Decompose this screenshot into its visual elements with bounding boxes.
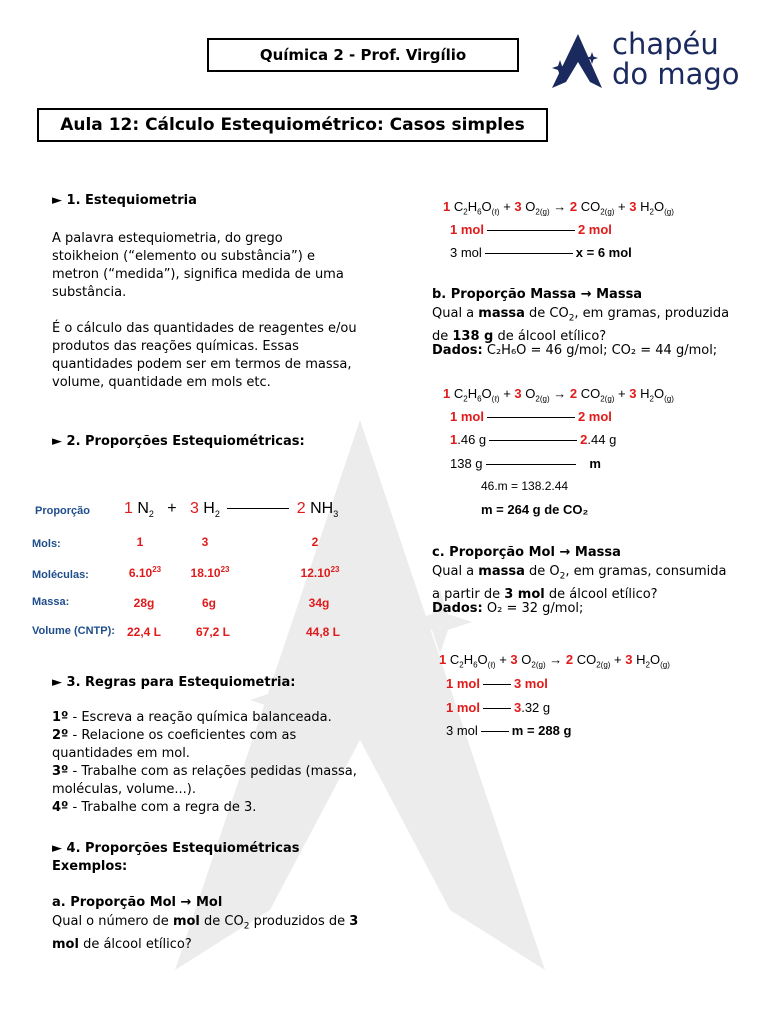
logo-text-line2: do mago xyxy=(612,57,740,91)
rule-item: 3º - Trabalhe com as relações pedidas (massa, moléculas, volume...). xyxy=(52,764,357,797)
section-2-title: ► 2. Proporções Estequiométricas: xyxy=(52,434,305,449)
example-c-data: Dados: O₂ = 32 g/mol; xyxy=(432,601,584,616)
massa-h2: 6g xyxy=(201,596,216,610)
volume-nh3: 44,8 L xyxy=(305,625,341,639)
row-label-proporcao: Proporção xyxy=(35,505,91,517)
example-b-data: Dados: C₂H₆O = 46 g/mol; CO₂ = 44 g/mol; xyxy=(432,343,718,358)
row-label-volume: Volume (CNTP): xyxy=(32,625,115,637)
equation-1-row-2: 3 mol x = 6 mol xyxy=(450,245,632,260)
course-title: Química 2 - Prof. Virgílio xyxy=(259,46,467,64)
equation-2-row-3: 138 g m xyxy=(450,456,601,471)
row-label-moleculas: Moléculas: xyxy=(32,569,89,581)
equation-3-row-3: 3 mol m = 288 g xyxy=(446,723,572,738)
volume-n2: 22,4 L xyxy=(126,625,162,639)
example-a-question: Qual o número de mol de $CO_2$ produzidos de 3 mol de álcool etílico? xyxy=(52,914,359,952)
course-title-box xyxy=(207,38,519,72)
example-b-question: Qual a massa de $CO_2$, em gramas, produzida de 138 g de álcool etílico? xyxy=(432,306,730,344)
row-label-mols: Mols: xyxy=(32,538,61,550)
lesson-title-box xyxy=(37,108,548,142)
proportion-equation: 1 $N_2 + 3$ $H_2$ 2 $NH_3$ xyxy=(124,500,339,520)
rule-item: 4º - Trabalhe com a regra de 3. xyxy=(52,800,257,815)
section-1-paragraph-2: É o cálculo das quantidades de reagentes e/ou produtos das reações químicas. Essas quantidades podem ser em termos de massa, volume, quantidade em mols etc. xyxy=(52,321,357,390)
row-label-massa: Massa: xyxy=(32,596,70,608)
moleculas-h2: 18.10$^{23}$ xyxy=(190,565,230,580)
wizard-hat-icon xyxy=(548,32,606,90)
equation-2-row-2: 1.46 g 2.44 g xyxy=(450,432,617,447)
example-b-title: b. Proporção Massa → Massa xyxy=(432,287,643,302)
volume-h2: 67,2 L xyxy=(195,625,231,639)
example-a-title: a. Proporção Mol → Mol xyxy=(52,895,223,910)
equation-3: 1 $C_2H_6O_{(\ell)} + 3$ $O_{2(g)} \to 2$ $CO_{2(g)} + 3$ $H_2O_{(g)}$ xyxy=(439,652,670,670)
equation-1: 1 $C_2H_6O_{(\ell)} + 3$ $O_{2(g)} \to 2$ $CO_{2(g)} + 3$ $H_2O_{(g)}$ xyxy=(443,199,674,217)
equation-3-row-1: 1 mol 3 mol xyxy=(446,676,548,691)
logo-text-line1: chapéu xyxy=(612,27,719,61)
equation-2-calc: 46.m = 138.2.44 xyxy=(481,479,569,493)
moleculas-nh3: 12.10$^{23}$ xyxy=(300,565,340,580)
rule-item: 2º - Relacione os coeficientes com as quantidades em mol. xyxy=(52,728,297,761)
example-c-title: c. Proporção Mol → Massa xyxy=(432,545,621,560)
mols-h2: 3 xyxy=(201,535,209,549)
section-1-title: ► 1. Estequiometria xyxy=(52,193,197,208)
equation-3-row-2: 1 mol 3.32 g xyxy=(446,700,551,715)
lesson-title: Aula 12: Cálculo Estequiométrico: Casos simples xyxy=(60,115,525,135)
section-3-title: ► 3. Regras para Estequiometria: xyxy=(52,675,296,690)
equation-2-row-1: 1 mol 2 mol xyxy=(450,409,612,424)
equation-2-result: m = 264 g de CO₂ xyxy=(481,502,589,517)
massa-nh3: 34g xyxy=(308,596,330,610)
logo xyxy=(548,27,748,94)
mols-nh3: 2 xyxy=(311,535,319,549)
section-1-paragraph-1: A palavra estequiometria, do grego stoikheion (“elemento ou substância”) e metron (“medida”), significa medida de uma substância. xyxy=(52,231,344,300)
rule-item: 1º - Escreva a reação química balanceada. xyxy=(52,710,332,725)
massa-n2: 28g xyxy=(133,596,155,610)
equation-1-row-1: 1 mol 2 mol xyxy=(450,222,612,237)
section-4-title: ► 4. Proporções Estequiométricas Exemplos: xyxy=(52,841,300,874)
mols-n2: 1 xyxy=(136,535,144,549)
moleculas-n2: 6.10$^{23}$ xyxy=(128,565,162,580)
example-c-question: Qual a massa de $O_2$, em gramas, consumida a partir de 3 mol de álcool etílico? xyxy=(432,564,727,602)
rules-list xyxy=(52,709,362,817)
equation-2: 1 $C_2H_6O_{(\ell)} + 3$ $O_{2(g)} \to 2$ $CO_{2(g)} + 3$ $H_2O_{(g)}$ xyxy=(443,386,674,404)
